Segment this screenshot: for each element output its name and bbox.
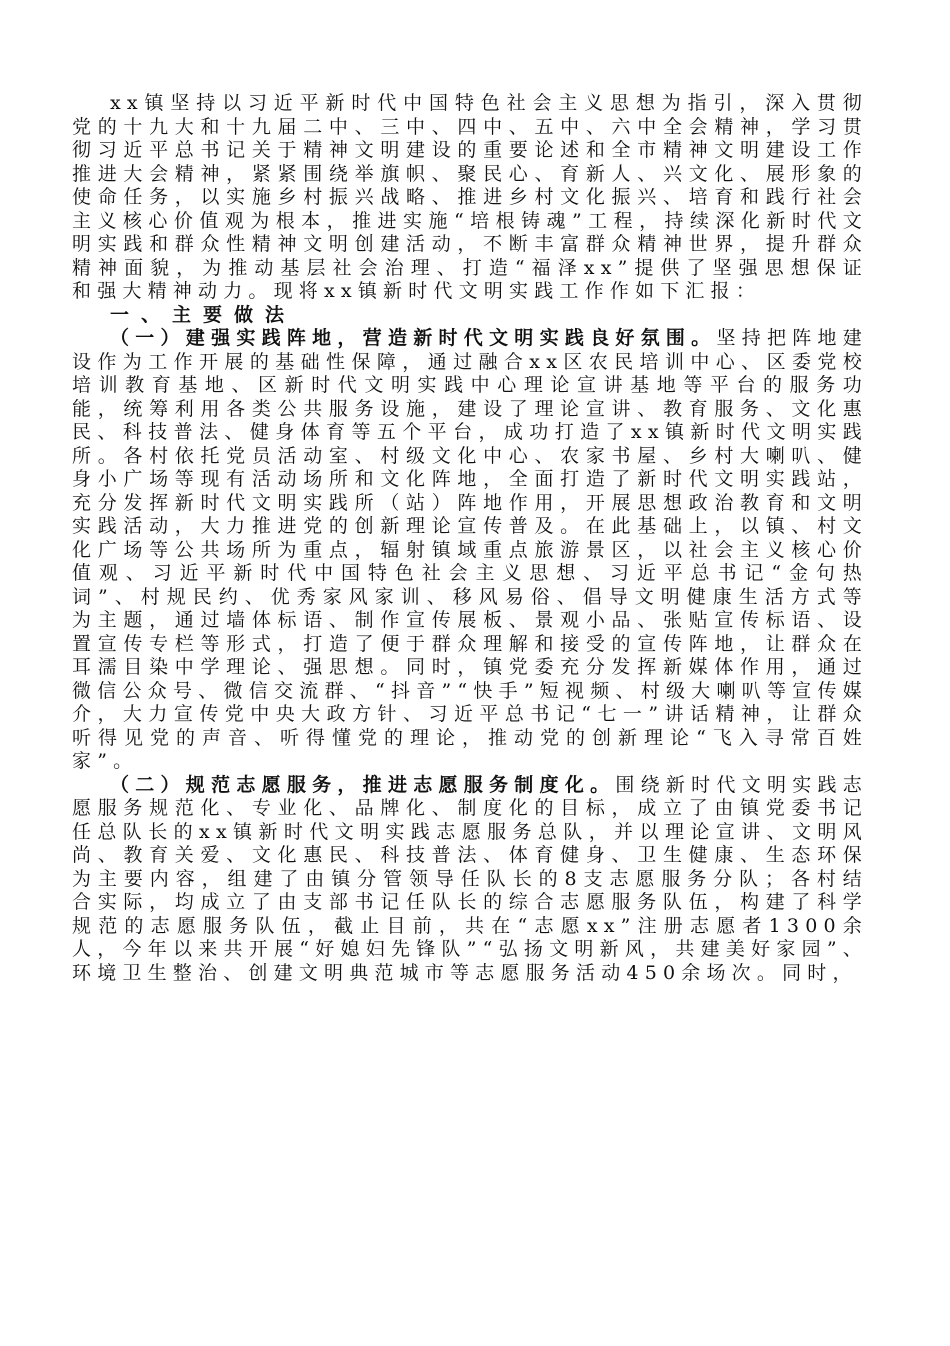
subsection-1-body: 坚持把阵地建设作为工作开展的基础性保障，通过融合xx区农民培训中心、区委党校培训教育基地、区新时代文明实践中心理论宣讲基地等平台的服务功能，统筹利用各类公共服务设施，建设了理论宣讲、教育服务、文化惠民、科技普法、健身体育等五个平台，成功打造了xx镇新时代文明实践所。各村依托党员活动室、村级文化中心、农家书屋、乡村大喇叭、健身小广场等现有活动场所和文化阵地，全面打造了新时代文明实践站，充分发挥新时代文明实践所（站）阵地作用，开展思想政治教育和文明实践活动，大力推进党的创新理论宣传普及。在此基础上，以镇、村文化广场等公共场所为重点，辐射镇域重点旅游景区，以社会主义核心价值观、习近平新时代中国特色社会主义思想、习近平总书记“金句热词”、村规民约、优秀家风家训、移风易俗、倡导文明健康生活方式等为主题，通过墙体标语、制作宣传展板、景观小品、张贴宣传标语、设置宣传专栏等形式，打造了便于群众理解和接受的宣传阵地，让群众在耳濡目染中学理论、强思想。同时，镇党委充分发挥新媒体作用，通过微信公众号、微信交流群、“抖音”“快手”短视频、村级大喇叭等宣传媒介，大力宣传党中央大政方针、习近平总书记“七一”讲话精神，让群众听得见党的声音、听得懂党的理论，推动党的创新理论“飞入寻常百姓家”。	[72, 327, 868, 772]
document-page	[72, 92, 868, 985]
subsection-2-paragraph	[72, 774, 868, 986]
subsection-2-body: 围绕新时代文明实践志愿服务规范化、专业化、品牌化、制度化的目标，成立了由镇党委书记任总队长的xx镇新时代文明实践志愿服务总队，并以理论宣讲、文明风尚、教育关爱、文化惠民、科技普法、体育健身、卫生健康、生态环保为主要内容，组建了由镇分管领导任队长的8支志愿服务分队；各村结合实际，均成立了由支部书记任队长的综合志愿服务队伍，构建了科学规范的志愿服务队伍，截止目前，共在“志愿xx”注册志愿者1300余人，今年以来共开展“好媳妇先锋队”“弘扬文明新风，共建美好家园”、环境卫生整治、创建文明典范城市等志愿服务活动450余场次。同时，	[72, 773, 868, 984]
subsection-1-paragraph	[72, 327, 868, 774]
section-heading: 一、主要做法	[110, 303, 297, 326]
intro-paragraph: xx镇坚持以习近平新时代中国特色社会主义思想为指引，深入贯彻党的十九大和十九届二中、三中、四中、五中、六中全会精神，学习贯彻习近平总书记关于精神文明建设的重要论述和全市精神文明建设工作推进大会精神，紧紧围绕举旗帜、聚民心、育新人、兴文化、展形象的使命任务，以实施乡村振兴战略、推进乡村文化振兴、培育和践行社会主义核心价值观为根本，推进实施“培根铸魂”工程，持续深化新时代文明实践和群众性精神文明创建活动，不断丰富群众精神世界，提升群众精神面貌，为推动基层社会治理、打造“福泽xx”提供了坚强思想保证和强大精神动力。现将xx镇新时代文明实践工作作如下汇报：	[72, 92, 868, 302]
subsection-2-title: （二）规范志愿服务，推进志愿服务制度化。	[110, 773, 616, 796]
subsection-1-title: （一）建强实践阵地，营造新时代文明实践良好氛围。	[110, 327, 717, 349]
